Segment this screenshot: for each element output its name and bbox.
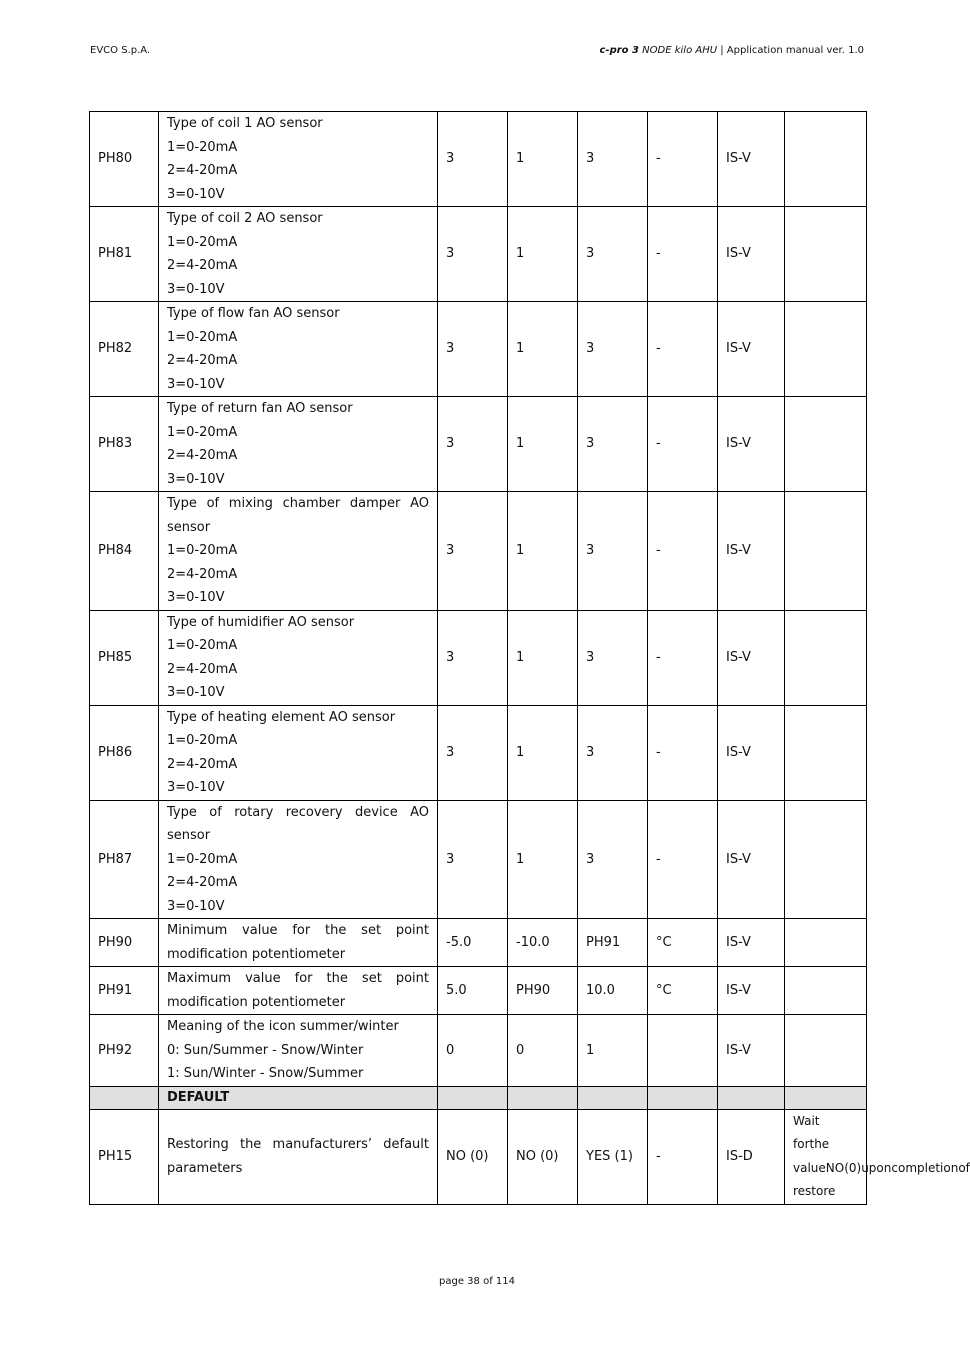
note-line: the value — [793, 1137, 830, 1175]
param-default: 3 — [438, 112, 508, 207]
param-max: 3 — [578, 112, 648, 207]
param-description — [159, 112, 438, 207]
param-default: 0 — [438, 1015, 508, 1087]
param-max: 1 — [578, 1015, 648, 1087]
param-max: PH91 — [578, 919, 648, 967]
table-row — [90, 207, 867, 302]
description-line: 2=4-20mA — [167, 448, 238, 463]
header-model: NODE kilo AHU — [642, 45, 718, 56]
param-min: 1 — [508, 705, 578, 800]
section-title: DEFAULT — [159, 1086, 438, 1109]
param-default: 3 — [438, 800, 508, 919]
note-line: completion — [891, 1160, 959, 1175]
param-visibility: IS-V — [718, 207, 785, 302]
param-max: 3 — [578, 207, 648, 302]
description-line: Type of humidifier AO sensor — [167, 614, 355, 630]
description-line: 1=0-20mA — [167, 329, 238, 345]
param-max: 3 — [578, 397, 648, 492]
param-note — [785, 492, 867, 611]
param-default: -5.0 — [438, 919, 508, 967]
description-line: 2=4-20mA — [167, 661, 238, 677]
description-line: 1=0-20mA — [167, 851, 238, 867]
param-min: 1 — [508, 302, 578, 397]
note-line: NO(0) — [825, 1160, 862, 1175]
param-max: 3 — [578, 610, 648, 705]
description-line: 1=0-20mA — [167, 543, 238, 558]
description-line: sensor — [167, 828, 211, 843]
param-default: 3 — [438, 207, 508, 302]
param-max: 3 — [578, 800, 648, 919]
param-min: 1 — [508, 800, 578, 919]
description-line: 2=4-20mA — [167, 163, 238, 178]
table-row — [90, 705, 867, 800]
header-product: c-pro 3 — [599, 45, 639, 56]
param-code: PH80 — [90, 112, 159, 207]
param-unit: - — [648, 397, 718, 492]
param-min: 1 — [508, 207, 578, 302]
header-company: EVCO S.p.A. — [90, 45, 151, 56]
table-row — [90, 919, 867, 967]
description-line: 2=4-20mA — [167, 258, 238, 273]
param-default: 3 — [438, 705, 508, 800]
param-min: NO (0) — [508, 1109, 578, 1204]
param-description — [159, 705, 438, 800]
parameters-body — [90, 112, 970, 1205]
table-row — [90, 112, 867, 207]
description-line: 1=0-20mA — [167, 139, 238, 155]
param-min: 0 — [508, 1015, 578, 1087]
section-cell — [578, 1086, 648, 1109]
description-line: 1=0-20mA — [167, 733, 238, 748]
param-description — [159, 610, 438, 705]
param-unit: - — [648, 112, 718, 207]
table-row — [90, 800, 867, 919]
param-unit — [648, 1015, 718, 1087]
description-line: 3=0-10V — [167, 376, 225, 392]
param-visibility: IS-V — [718, 705, 785, 800]
description-line: 1=0-20mA — [167, 424, 238, 440]
param-code: PH90 — [90, 919, 159, 967]
param-max: 3 — [578, 705, 648, 800]
param-unit: °C — [648, 919, 718, 967]
description-line: Type of rotary recovery device AO — [167, 804, 429, 820]
description-line: 3=0-10V — [167, 590, 225, 605]
description-line: 0: Sun/Summer - Snow/Winter — [167, 1042, 364, 1058]
header-title — [600, 45, 865, 56]
param-note — [785, 705, 867, 800]
description-line: 2=4-20mA — [167, 875, 238, 890]
param-min: 1 — [508, 397, 578, 492]
param-unit: - — [648, 1109, 718, 1204]
section-cell — [438, 1086, 508, 1109]
param-note — [785, 967, 867, 1015]
description-line: modification potentiometer — [167, 994, 346, 1010]
param-code: PH83 — [90, 397, 159, 492]
param-note — [785, 302, 867, 397]
param-min: 1 — [508, 610, 578, 705]
description-line: Type of mixing chamber damper AO — [167, 496, 429, 511]
param-visibility: IS-V — [718, 967, 785, 1015]
description-line: 2=4-20mA — [167, 353, 238, 368]
param-visibility: IS-V — [718, 397, 785, 492]
note-line: Wait for — [793, 1113, 820, 1151]
section-row — [90, 1086, 867, 1109]
header-doc: | Application manual ver. 1.0 — [720, 45, 864, 56]
section-cell — [718, 1086, 785, 1109]
param-visibility: IS-V — [718, 919, 785, 967]
parameters-table — [89, 111, 970, 1205]
description-line: Type of return fan AO sensor — [167, 401, 353, 416]
description-line: Minimum value for the set point — [167, 923, 429, 938]
param-visibility: IS-V — [718, 610, 785, 705]
param-code: PH85 — [90, 610, 159, 705]
section-cell — [508, 1086, 578, 1109]
description-line: 3=0-10V — [167, 186, 225, 202]
description-line: Maximum value for the set point — [167, 971, 429, 986]
description-line: parameters — [167, 1160, 243, 1176]
param-code: PH92 — [90, 1015, 159, 1087]
param-unit: - — [648, 800, 718, 919]
param-description — [159, 207, 438, 302]
param-code: PH86 — [90, 705, 159, 800]
param-visibility: IS-V — [718, 302, 785, 397]
section-cell — [785, 1086, 867, 1109]
param-unit: °C — [648, 967, 718, 1015]
param-note — [785, 800, 867, 919]
param-note — [785, 112, 867, 207]
description-line: Type of coil 2 AO sensor — [167, 211, 323, 226]
param-note — [785, 1109, 970, 1204]
param-min: -10.0 — [508, 919, 578, 967]
param-description — [159, 302, 438, 397]
param-visibility: IS-V — [718, 1015, 785, 1087]
description-line: 2=4-20mA — [167, 566, 238, 582]
param-unit: - — [648, 207, 718, 302]
param-visibility: IS-V — [718, 800, 785, 919]
param-default: 3 — [438, 610, 508, 705]
param-code: PH91 — [90, 967, 159, 1015]
param-code: PH82 — [90, 302, 159, 397]
param-code: PH87 — [90, 800, 159, 919]
page-number: page 38 of 114 — [439, 1276, 515, 1287]
note-line: of restore — [793, 1160, 970, 1198]
section-cell — [648, 1086, 718, 1109]
param-code: PH84 — [90, 492, 159, 611]
param-default: 3 — [438, 302, 508, 397]
param-description — [159, 919, 438, 967]
description-line: Meaning of the icon summer/winter — [167, 1019, 399, 1034]
table-row — [90, 610, 867, 705]
param-description — [159, 397, 438, 492]
param-max: 10.0 — [578, 967, 648, 1015]
description-line: Type of flow fan AO sensor — [167, 306, 340, 321]
param-default: 3 — [438, 492, 508, 611]
section-cell — [90, 1086, 159, 1109]
param-description — [159, 967, 438, 1015]
param-max: 3 — [578, 302, 648, 397]
param-unit: - — [648, 610, 718, 705]
param-min: 1 — [508, 492, 578, 611]
param-note — [785, 919, 867, 967]
param-description — [159, 1109, 438, 1204]
description-line: sensor — [167, 519, 211, 535]
description-line: Type of coil 1 AO sensor — [167, 116, 323, 131]
param-note — [785, 1015, 867, 1087]
param-code: PH15 — [90, 1109, 159, 1204]
param-default: NO (0) — [438, 1109, 508, 1204]
param-max: 3 — [578, 492, 648, 611]
param-visibility: IS-V — [718, 492, 785, 611]
param-unit: - — [648, 705, 718, 800]
param-min: PH90 — [508, 967, 578, 1015]
note-line: upon — [861, 1160, 892, 1175]
description-line: 2=4-20mA — [167, 756, 238, 772]
param-min: 1 — [508, 112, 578, 207]
param-default: 5.0 — [438, 967, 508, 1015]
description-line: 1: Sun/Winter - Snow/Summer — [167, 1066, 364, 1081]
description-line: 3=0-10V — [167, 898, 225, 914]
param-description — [159, 800, 438, 919]
param-default: 3 — [438, 397, 508, 492]
description-line: Restoring the manufacturers’ default — [167, 1137, 429, 1152]
description-line: modification potentiometer — [167, 946, 346, 962]
param-max: YES (1) — [578, 1109, 648, 1204]
param-note — [785, 207, 867, 302]
param-code: PH81 — [90, 207, 159, 302]
param-unit: - — [648, 302, 718, 397]
param-unit: - — [648, 492, 718, 611]
description-line: 3=0-10V — [167, 281, 225, 297]
param-note — [785, 610, 867, 705]
table-row — [90, 492, 867, 611]
description-line: 1=0-20mA — [167, 638, 238, 653]
param-description — [159, 1015, 438, 1087]
param-note — [785, 397, 867, 492]
description-line: 3=0-10V — [167, 780, 225, 795]
table-row — [90, 397, 867, 492]
description-line: 1=0-20mA — [167, 234, 238, 250]
table-row — [90, 1015, 867, 1087]
table-row — [90, 302, 867, 397]
table-row — [90, 1109, 867, 1204]
description-line: Type of heating element AO sensor — [167, 709, 396, 725]
description-line: 3=0-10V — [167, 471, 225, 487]
table-row — [90, 967, 867, 1015]
param-description — [159, 492, 438, 611]
description-line: 3=0-10V — [167, 685, 225, 700]
param-visibility: IS-D — [718, 1109, 785, 1204]
param-visibility: IS-V — [718, 112, 785, 207]
